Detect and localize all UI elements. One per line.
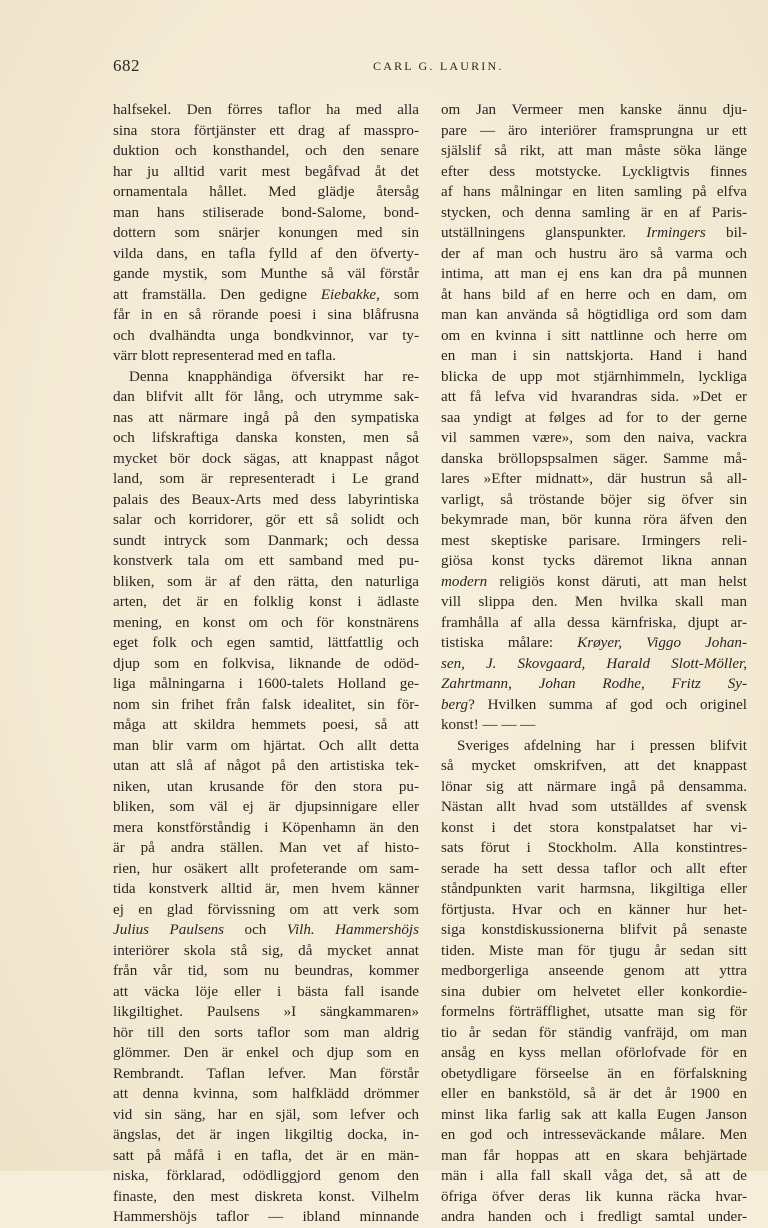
text-line: interiörer skola stå sig, då mycket annat bbox=[113, 942, 419, 959]
text-line: så mycket omskrifven, att det knappast bbox=[441, 758, 747, 774]
text-line: framhålla af alla dessa kärnfriska, djupt ar- bbox=[441, 614, 747, 631]
text-line: ängslas, det är ingen likgiltig docka, in- bbox=[113, 1127, 419, 1143]
text-line: att få lefva vid hvarandras sida. »Det er bbox=[441, 389, 747, 405]
text-line: stycken, och denna samling är en af Paris- bbox=[441, 204, 747, 221]
left-text-column bbox=[113, 100, 419, 1228]
text-line: man får hoppas att en skara behjärtade bbox=[441, 1147, 747, 1164]
text-line: utan att slå af något på den artistiska tek- bbox=[113, 758, 419, 774]
text-line: utställningens glanspunkter. Irmingers bil- bbox=[441, 225, 747, 241]
text-line: män i alla fall skall våga det, så att de bbox=[441, 1168, 747, 1184]
text-line: siga konstdiskussionerna blifvit på senaste bbox=[441, 922, 747, 938]
text-line: från vår tid, som nu beundras, kommer bbox=[113, 963, 419, 979]
text-line: hör till den sorts taflor som man aldrig bbox=[113, 1024, 419, 1041]
text-line: öfriga öfver deras lik kunna räcka hvar- bbox=[441, 1188, 747, 1205]
text-line: mening, en konst om och för konstnärens bbox=[113, 614, 419, 631]
text-line: efter dess motstycke. Lyckligtvis finnes bbox=[441, 163, 747, 180]
text-line: lares »Efter midnatt», där hustrun så all- bbox=[441, 471, 747, 487]
text-line: glömmer. Den är enkel och djup som en bbox=[113, 1045, 419, 1061]
text-line: ornamentala hållet. Med glädje återsåg bbox=[113, 184, 419, 200]
text-line: sats förut i Stockholm. Alla konstintres- bbox=[441, 840, 747, 856]
text-line: palais des Beaux-Arts med dess labyrintiska bbox=[113, 491, 419, 508]
text-line: land, som är representeradt i Le grand bbox=[113, 471, 419, 487]
text-line: Hammershöjs taflor — ibland minnande bbox=[113, 1209, 419, 1225]
text-line: Sveriges afdelning har i pressen blifvit bbox=[457, 737, 747, 754]
text-line: vid sin säng, har en själ, som lefver och bbox=[113, 1106, 419, 1123]
text-line: ståndpunkten varit harmsna, likgiltiga eller bbox=[441, 881, 747, 897]
text-line: mest skeptiske parisare. Irmingers reli- bbox=[441, 532, 747, 549]
text-line: konst i det stora konstpalatset har vi- bbox=[441, 819, 747, 836]
text-line: bliken, som väl ej är djupsinnigare eller bbox=[113, 799, 419, 815]
text-line: andra handen och i fredligt samtal under- bbox=[441, 1209, 747, 1225]
text-line: att väcka löje eller i bästa fall isande bbox=[113, 983, 419, 1000]
text-line: dan blifvit allt för lång, och utrymme sak- bbox=[113, 389, 419, 405]
text-line: niska, förklarad, odödliggjord genom den bbox=[113, 1168, 419, 1184]
text-line: blicka de upp mot stjärnhimmeln, lyckliga bbox=[441, 368, 747, 385]
text-line: tida konstverk alltid är, men hvem känner bbox=[113, 881, 419, 897]
text-line: saa yndigt at følges ad for to der gerne bbox=[441, 409, 747, 426]
text-line: Zahrtmann, Johan Rodhe, Fritz Sy- bbox=[441, 676, 747, 692]
text-line: der af man och hustru äro så varma och bbox=[441, 245, 747, 262]
text-line: satt på måfå i en tafla, det är en män- bbox=[113, 1147, 419, 1164]
text-line: bliken, som är af den rätta, den naturliga bbox=[113, 573, 419, 590]
text-line: ansåg en kyss mellan oförlofvade för en bbox=[441, 1045, 747, 1061]
text-line: man hans stiliserade bond-Salome, bond- bbox=[113, 204, 419, 221]
text-line: tistiska målare: Krøyer, Viggo Johan- bbox=[441, 635, 747, 651]
text-line: får in en så rörande poesi i sina blåfrusna bbox=[113, 307, 419, 323]
text-line: danska bröllopspsalmen säger. Samme må- bbox=[441, 450, 747, 467]
text-line: man kan använda så högtidliga ord som dam bbox=[441, 307, 747, 323]
text-line: obetydligare förseelse än en förfalskning bbox=[441, 1065, 747, 1082]
text-line: af hans målningar en liten samling på elfva bbox=[441, 184, 747, 200]
text-line: sundt intryck som Danmark; och dessa bbox=[113, 532, 419, 549]
text-line: salar och korridorer, gör ett så solidt och bbox=[113, 512, 419, 528]
text-line: finaste, den mest diskreta konst. Vilhelm bbox=[113, 1188, 419, 1205]
text-line: mera konstförståndig i Köpenhamn än den bbox=[113, 819, 419, 836]
text-line: rien, hur osäkert allt profeterande om sam- bbox=[113, 860, 419, 877]
text-line: duktion och konsthandel, och den senare bbox=[113, 143, 419, 159]
text-line: Nästan allt hvad som utställdes af svensk bbox=[441, 799, 747, 815]
text-line: minst lika farlig sak att kalla Eugen Janson bbox=[441, 1106, 747, 1123]
text-line: vilda dans, en tafla fylld af den öfverty- bbox=[113, 245, 419, 262]
text-line: konstverk tala om ett samband med pu- bbox=[113, 553, 419, 569]
text-line: en man i sin nattskjorta. Hand i hand bbox=[441, 348, 747, 364]
text-line: vill slippa den. Men hvilka skall man bbox=[441, 594, 747, 610]
text-line: likgiltighet. Paulsens »I sängkammaren» bbox=[113, 1004, 419, 1020]
text-line: att denna kvinna, som halfklädd drömmer bbox=[113, 1086, 419, 1102]
text-line: konst! — — — bbox=[441, 717, 536, 733]
text-line: modern religiös konst däruti, att man helst bbox=[441, 573, 747, 590]
text-line: intima, att man ej ens kan dra på munnen bbox=[441, 266, 747, 282]
text-line: niken, utan krusande för den stora pu- bbox=[113, 778, 419, 795]
text-line: nom sin frihet från falsk idealitet, sin för- bbox=[113, 696, 419, 713]
text-line: ej en glad förvissning om att verk som bbox=[113, 901, 419, 918]
text-line: sen, J. Skovgaard, Harald Slott-Möller, bbox=[441, 655, 747, 672]
text-line: arten, det är en folklig konst i ädlaste bbox=[113, 594, 419, 610]
text-line: åt hans bild af en herre och en dam, om bbox=[441, 286, 747, 303]
text-line: nas att närmare ingå på den sympatiska bbox=[113, 409, 419, 426]
text-line: sina stora förtjänster ett drag af masspro- bbox=[113, 122, 419, 139]
text-line: om en kvinna i sitt nattlinne och herre om bbox=[441, 327, 747, 344]
page-header bbox=[113, 56, 710, 80]
text-line: djup som en folkvisa, liknande de odöd- bbox=[113, 655, 419, 672]
text-line: gande mystik, som Munthe så väl förstår bbox=[113, 266, 419, 282]
text-line: förtjusta. Hvar och en känner hur het- bbox=[441, 901, 747, 918]
text-line: varligt, så tröstande böjer sig öfver sin bbox=[441, 491, 747, 508]
page-number: 682 bbox=[113, 56, 140, 75]
text-line: vil sammen være», som den naiva, vackra bbox=[441, 430, 747, 446]
text-line: man blir varm om hjärtat. Och allt detta bbox=[113, 737, 419, 754]
text-line: måga att skildra hemmets poesi, så att bbox=[113, 717, 419, 733]
text-line: sina dubier om helvetet eller konkordie- bbox=[441, 983, 747, 1000]
text-line: eller en bankstöld, så är det år 1900 en bbox=[441, 1086, 747, 1102]
text-line: en god och intresseväckande målare. Men bbox=[441, 1127, 747, 1143]
text-line: tio år sedan för ständig vanfräjd, om man bbox=[441, 1024, 747, 1041]
text-line: dottern som snärjer konungen med sin bbox=[113, 225, 419, 241]
text-line: om Jan Vermeer men kanske ännu dju- bbox=[441, 102, 747, 118]
text-line: och dvalhändta unga bondkvinnor, var ty- bbox=[113, 327, 419, 344]
text-line: är på andra ställen. Man vet af histo- bbox=[113, 840, 419, 856]
text-line: Rembrandt. Taflan lefver. Man förstår bbox=[113, 1065, 419, 1082]
text-line: Denna knapphändiga öfversikt har re- bbox=[129, 368, 419, 385]
text-line: formelns förträfflighet, utsatte man sig för bbox=[441, 1004, 747, 1020]
text-line: värr blott representerad med en tafla. bbox=[113, 348, 336, 364]
text-line: giösa konst tycks däremot likna annan bbox=[441, 553, 747, 569]
text-line: eget folk och egen samtid, lättfattlig och bbox=[113, 635, 419, 651]
text-line: tiden. Miste man för tjugu år sedan sitt bbox=[441, 942, 747, 959]
text-line: mycket bör dock sägas, att knappast något bbox=[113, 450, 419, 467]
text-line: att framställa. Den gedigne Eiebakke, som bbox=[113, 286, 419, 303]
right-text-column bbox=[441, 100, 747, 1228]
text-line: har ju alltid varit mest begåfvad åt det bbox=[113, 163, 419, 180]
text-line: Julius Paulsens och Vilh. Hammershöjs bbox=[113, 922, 419, 938]
text-line: pare — äro interiörer framsprungna ur ett bbox=[441, 122, 747, 139]
text-line: lönar sig att närmare ingå på densamma. bbox=[441, 778, 747, 795]
text-line: och lifskraftiga danska konsten, men så bbox=[113, 430, 419, 446]
text-line: liga målningarna i 1600-talets Holland ge- bbox=[113, 676, 419, 692]
text-line: medborgerliga anseende genom att yttra bbox=[441, 963, 747, 979]
text-line: halfsekel. Den förres taflor ha med alla bbox=[113, 102, 419, 118]
text-line: själslif så rikt, att man måste söka länge bbox=[441, 143, 747, 159]
text-line: serade ha sett dessa taflor och allt efter bbox=[441, 860, 747, 877]
running-head-author: CARL G. LAURIN. bbox=[373, 59, 504, 73]
text-line: bekymrade man, bör kunna röra äfven den bbox=[441, 512, 747, 528]
text-line: berg? Hvilken summa af god och originel bbox=[441, 696, 747, 713]
